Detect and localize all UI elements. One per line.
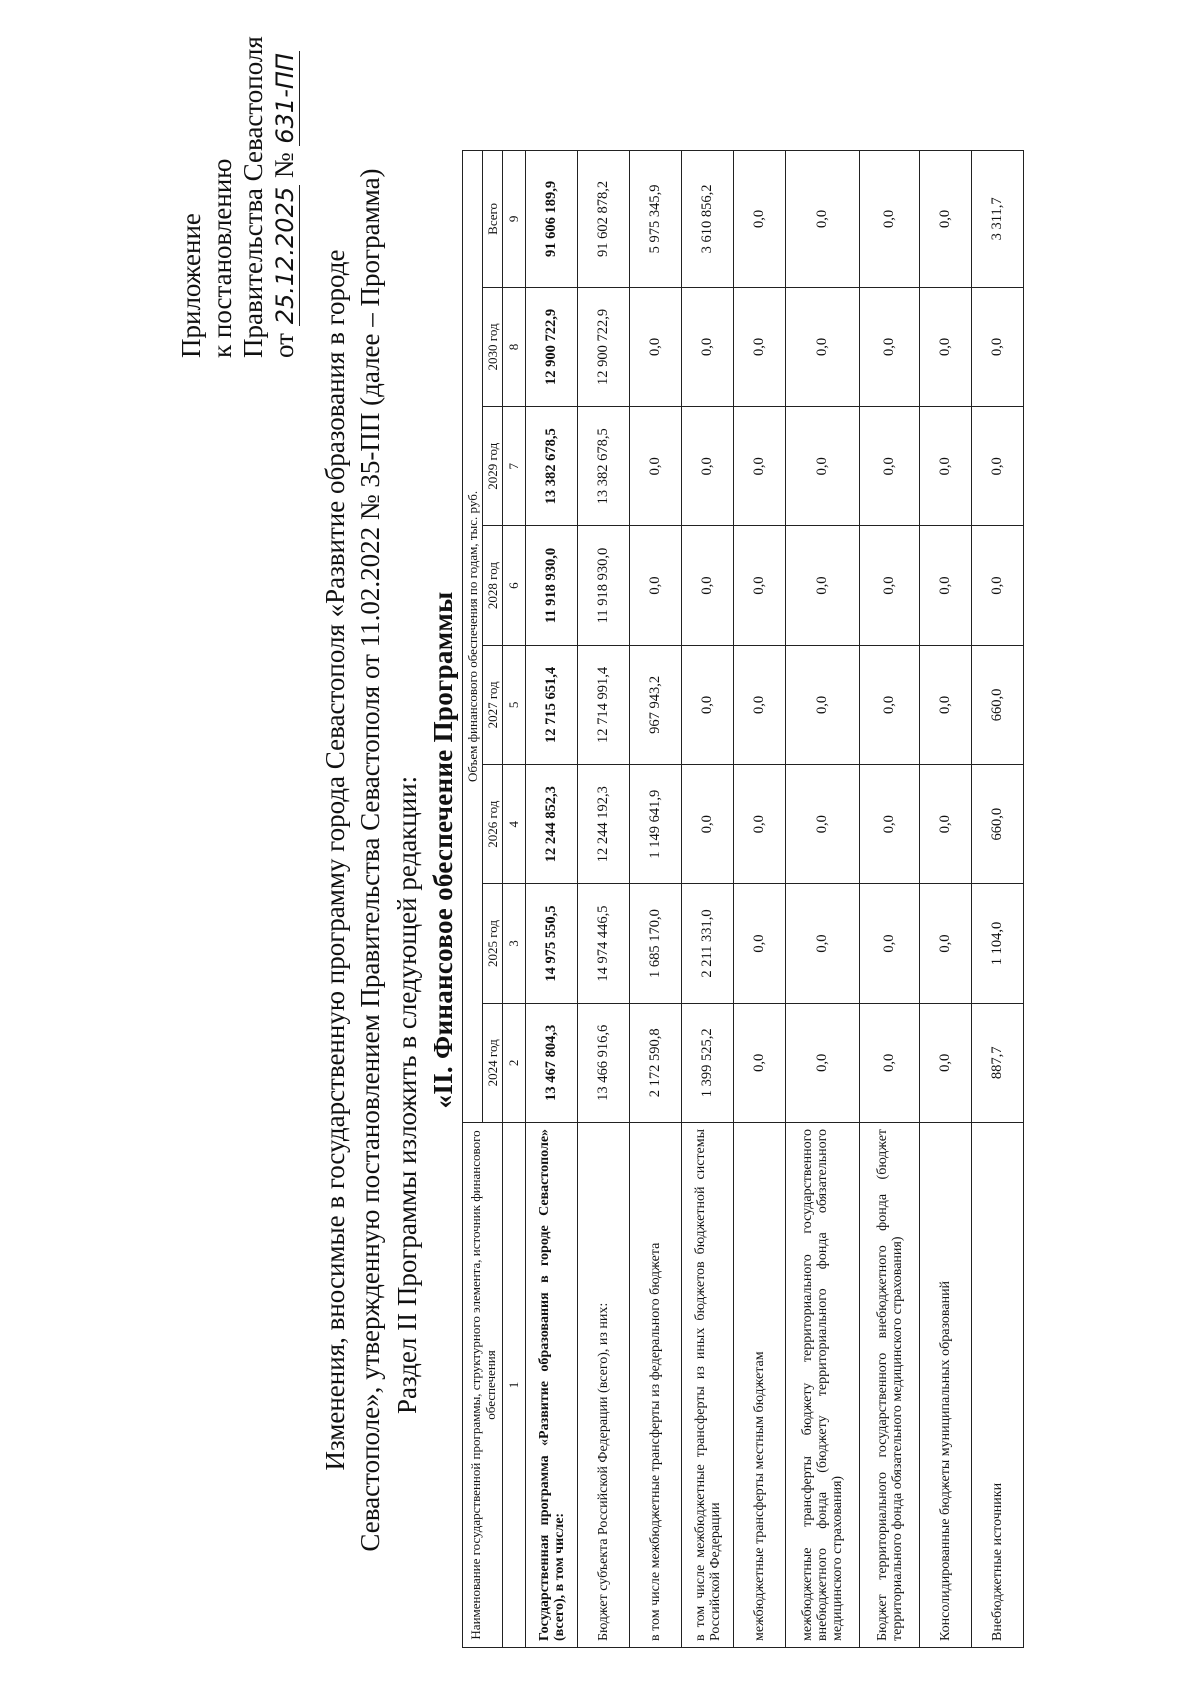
row-name: Бюджет территориального государственного внебюджетного фонда (бюджет территориального фонда обязательного медицинского страхования) bbox=[860, 1122, 920, 1647]
value-cell: 12 715 651,4 bbox=[526, 645, 578, 764]
row-name: Бюджет субъекта Российской Федерации (всего), из них: bbox=[578, 1122, 630, 1647]
value-cell: 2 211 331,0 bbox=[682, 884, 734, 1003]
value-cell: 2 172 590,8 bbox=[630, 1003, 682, 1122]
appendix-line-1: Приложение bbox=[176, 213, 206, 358]
value-cell: 13 467 804,3 bbox=[526, 1003, 578, 1122]
value-cell: 0,0 bbox=[860, 151, 920, 288]
value-cell: 91 606 189,9 bbox=[526, 151, 578, 288]
value-cell: 3 311,7 bbox=[972, 151, 1024, 288]
date-prefix: от bbox=[269, 333, 299, 358]
value-cell: 660,0 bbox=[972, 765, 1024, 884]
index-cell: 5 bbox=[503, 645, 526, 764]
value-cell: 0,0 bbox=[920, 407, 972, 526]
value-cell: 0,0 bbox=[860, 765, 920, 884]
value-cell: 1 685 170,0 bbox=[630, 884, 682, 1003]
index-cell: 7 bbox=[503, 407, 526, 526]
value-cell: 0,0 bbox=[734, 884, 786, 1003]
value-cell: 0,0 bbox=[682, 407, 734, 526]
appendix-date-line bbox=[269, 38, 301, 358]
row-name: Консолидированные бюджеты муниципальных образований bbox=[920, 1122, 972, 1647]
value-cell: 0,0 bbox=[734, 526, 786, 645]
value-cell: 0,0 bbox=[972, 407, 1024, 526]
year-header: 2028 год bbox=[483, 526, 503, 645]
value-cell: 0,0 bbox=[630, 287, 682, 406]
index-row bbox=[503, 151, 526, 1648]
year-header: 2026 год bbox=[483, 765, 503, 884]
value-cell: 0,0 bbox=[860, 645, 920, 764]
index-cell: 4 bbox=[503, 765, 526, 884]
value-cell: 3 610 856,2 bbox=[682, 151, 734, 288]
value-cell: 11 918 930,0 bbox=[526, 526, 578, 645]
year-header: Всего bbox=[483, 151, 503, 288]
row-name: Государственная программа «Развитие образования в городе Севастополе» (всего), в том числе: bbox=[526, 1122, 578, 1647]
section-instruction: Раздел II Программы изложить в следующей редакции: bbox=[392, 775, 422, 1414]
value-cell: 0,0 bbox=[920, 287, 972, 406]
value-cell: 0,0 bbox=[920, 884, 972, 1003]
handwritten-number: 631-ПП bbox=[271, 53, 299, 144]
value-cell: 0,0 bbox=[734, 151, 786, 288]
value-cell: 0,0 bbox=[786, 407, 860, 526]
value-cell: 0,0 bbox=[972, 287, 1024, 406]
table-row bbox=[920, 151, 972, 1648]
index-cell: 9 bbox=[503, 151, 526, 288]
intro-line-2: Севастополе», утвержденную постановлением Правительства Севастополя от 11.02.2022 № 35-ПП (далее – Программа) bbox=[355, 168, 385, 1552]
value-cell: 0,0 bbox=[786, 1003, 860, 1122]
value-cell: 5 975 345,9 bbox=[630, 151, 682, 288]
value-cell: 0,0 bbox=[920, 526, 972, 645]
table-row bbox=[578, 151, 630, 1648]
row-name: межбюджетные трансферты местным бюджетам bbox=[734, 1122, 786, 1647]
value-cell: 0,0 bbox=[682, 287, 734, 406]
value-cell: 0,0 bbox=[682, 765, 734, 884]
intro-text bbox=[318, 110, 388, 1610]
year-header: 2025 год bbox=[483, 884, 503, 1003]
intro-line-1: Изменения, вносимые в государственную программу города Севастополя «Развитие образования в городе bbox=[320, 249, 350, 1471]
handwritten-date: 25.12.2025 bbox=[271, 186, 299, 325]
value-cell: 1 399 525,2 bbox=[682, 1003, 734, 1122]
number-prefix: № bbox=[269, 152, 299, 179]
value-cell: 0,0 bbox=[920, 1003, 972, 1122]
value-cell: 967 943,2 bbox=[630, 645, 682, 764]
value-cell: 14 974 446,5 bbox=[578, 884, 630, 1003]
index-cell: 6 bbox=[503, 526, 526, 645]
appendix-block bbox=[176, 38, 301, 358]
value-cell: 0,0 bbox=[786, 645, 860, 764]
value-cell: 0,0 bbox=[682, 526, 734, 645]
finance-table bbox=[462, 150, 1024, 1648]
value-cell: 13 466 916,6 bbox=[578, 1003, 630, 1122]
table-row bbox=[786, 151, 860, 1648]
value-cell: 887,7 bbox=[972, 1003, 1024, 1122]
row-name: в том числе межбюджетные трансферты из федерального бюджета bbox=[630, 1122, 682, 1647]
value-cell: 12 714 991,4 bbox=[578, 645, 630, 764]
group-header: Объем финансового обеспечения по годам, тыс. руб. bbox=[463, 151, 483, 1123]
year-header: 2027 год bbox=[483, 645, 503, 764]
value-cell: 1 104,0 bbox=[972, 884, 1024, 1003]
appendix-line-2: к постановлению bbox=[207, 158, 237, 358]
value-cell: 12 900 722,9 bbox=[526, 287, 578, 406]
value-cell: 0,0 bbox=[860, 884, 920, 1003]
year-header: 2030 год bbox=[483, 287, 503, 406]
table-row bbox=[526, 151, 578, 1648]
value-cell: 0,0 bbox=[860, 526, 920, 645]
index-cell: 8 bbox=[503, 287, 526, 406]
value-cell: 0,0 bbox=[920, 151, 972, 288]
document-page bbox=[0, 30, 1200, 1670]
table-row bbox=[734, 151, 786, 1648]
value-cell: 0,0 bbox=[920, 765, 972, 884]
value-cell: 0,0 bbox=[630, 407, 682, 526]
value-cell: 1 149 641,9 bbox=[630, 765, 682, 884]
value-cell: 0,0 bbox=[860, 407, 920, 526]
value-cell: 0,0 bbox=[734, 645, 786, 764]
table-row bbox=[972, 151, 1024, 1648]
value-cell: 11 918 930,0 bbox=[578, 526, 630, 645]
appendix-line-3: Правительства Севастополя bbox=[238, 36, 268, 358]
value-cell: 0,0 bbox=[734, 765, 786, 884]
index-cell: 1 bbox=[503, 1122, 526, 1647]
year-header: 2024 год bbox=[483, 1003, 503, 1122]
value-cell: 12 244 852,3 bbox=[526, 765, 578, 884]
value-cell: 0,0 bbox=[786, 526, 860, 645]
table-row bbox=[860, 151, 920, 1648]
value-cell: 0,0 bbox=[682, 645, 734, 764]
value-cell: 13 382 678,5 bbox=[578, 407, 630, 526]
value-cell: 0,0 bbox=[786, 287, 860, 406]
value-cell: 14 975 550,5 bbox=[526, 884, 578, 1003]
value-cell: 0,0 bbox=[630, 526, 682, 645]
year-header: 2029 год bbox=[483, 407, 503, 526]
value-cell: 12 900 722,9 bbox=[578, 287, 630, 406]
col-header-name: Наименование государственной программы, структурного элемента, источник финансового обеспечения bbox=[463, 1122, 503, 1647]
index-cell: 2 bbox=[503, 1003, 526, 1122]
table-row bbox=[630, 151, 682, 1648]
value-cell: 0,0 bbox=[920, 645, 972, 764]
row-name: Внебюджетные источники bbox=[972, 1122, 1024, 1647]
value-cell: 0,0 bbox=[860, 287, 920, 406]
table-row bbox=[682, 151, 734, 1648]
value-cell: 0,0 bbox=[786, 765, 860, 884]
row-name: межбюджетные трансферты бюджету территориального государственного внебюджетного фонда (бюджету территориального фонда обязательного медицинского страхования) bbox=[786, 1122, 860, 1647]
value-cell: 0,0 bbox=[734, 287, 786, 406]
value-cell: 13 382 678,5 bbox=[526, 407, 578, 526]
section-title: «II. Финансовое обеспечение Программы bbox=[428, 591, 458, 1109]
value-cell: 0,0 bbox=[786, 151, 860, 288]
value-cell: 0,0 bbox=[734, 407, 786, 526]
value-cell: 0,0 bbox=[786, 884, 860, 1003]
value-cell: 0,0 bbox=[860, 1003, 920, 1122]
value-cell: 91 602 878,2 bbox=[578, 151, 630, 288]
value-cell: 660,0 bbox=[972, 645, 1024, 764]
value-cell: 0,0 bbox=[972, 526, 1024, 645]
index-cell: 3 bbox=[503, 884, 526, 1003]
row-name: в том числе межбюджетные трансферты из иных бюджетов бюджетной системы Российской Федерации bbox=[682, 1122, 734, 1647]
value-cell: 12 244 192,3 bbox=[578, 765, 630, 884]
value-cell: 0,0 bbox=[734, 1003, 786, 1122]
